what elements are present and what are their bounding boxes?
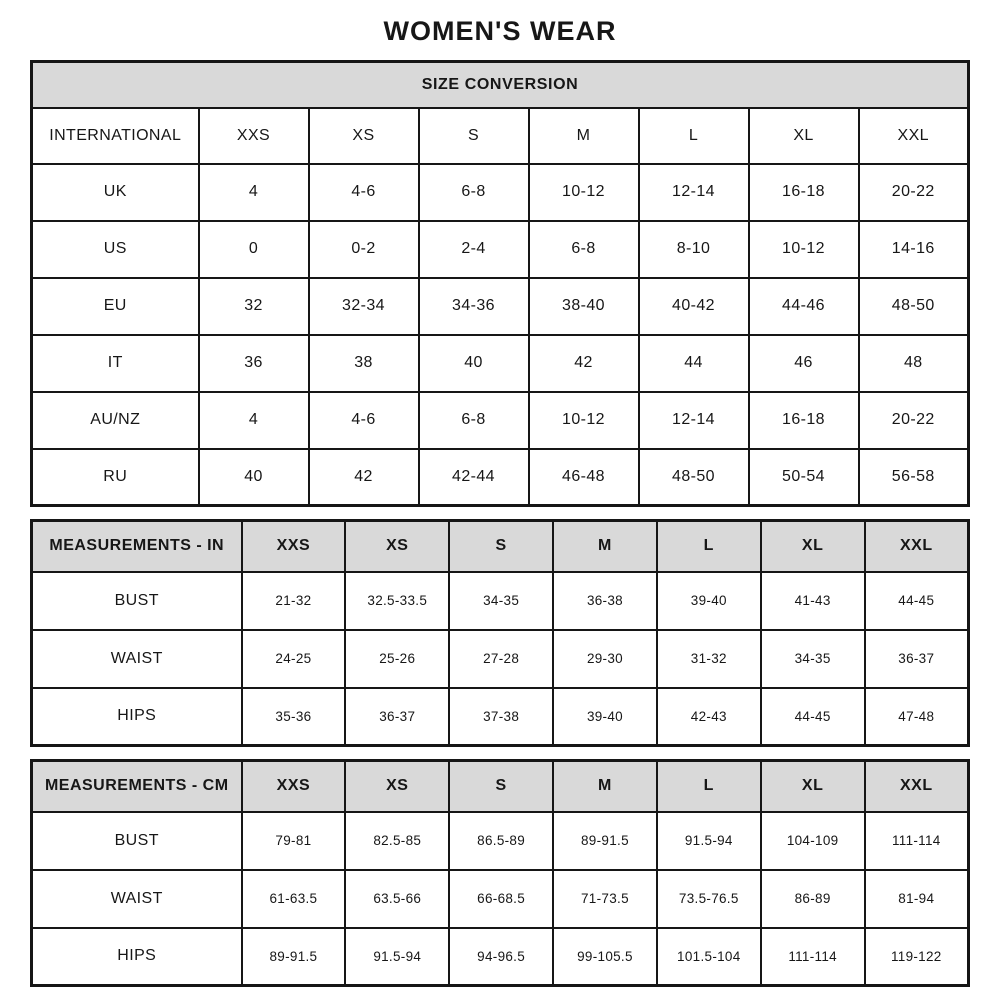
value-cell: 50-54: [749, 449, 859, 506]
value-cell: 6-8: [419, 164, 529, 221]
table-row: [32, 928, 969, 986]
value-cell: 44: [639, 335, 749, 392]
value-cell: 66-68.5: [449, 870, 553, 928]
value-cell: 81-94: [865, 870, 969, 928]
table-row: [32, 392, 969, 449]
value-cell: 4: [199, 392, 309, 449]
value-cell: 94-96.5: [449, 928, 553, 986]
value-cell: 6-8: [529, 221, 639, 278]
column-header-row: [32, 108, 969, 164]
value-cell: 46-48: [529, 449, 639, 506]
value-cell: 32: [199, 278, 309, 335]
value-cell: 89-91.5: [242, 928, 346, 986]
value-cell: 42: [529, 335, 639, 392]
value-cell: 38: [309, 335, 419, 392]
value-cell: 6-8: [419, 392, 529, 449]
row-label-cell: WAIST: [32, 630, 242, 688]
value-cell: 111-114: [761, 928, 865, 986]
value-cell: 41-43: [761, 572, 865, 630]
column-header-cell: XXS: [242, 521, 346, 572]
column-header-row: [32, 521, 969, 572]
column-header-cell: XL: [749, 108, 859, 164]
column-header-cell: XS: [345, 761, 449, 812]
value-cell: 44-46: [749, 278, 859, 335]
value-cell: 71-73.5: [553, 870, 657, 928]
table-row: [32, 688, 969, 746]
value-cell: 39-40: [553, 688, 657, 746]
column-header-cell: M: [553, 521, 657, 572]
value-cell: 12-14: [639, 392, 749, 449]
row-label-cell: HIPS: [32, 928, 242, 986]
value-cell: 10-12: [749, 221, 859, 278]
value-cell: 34-35: [449, 572, 553, 630]
value-cell: 4-6: [309, 392, 419, 449]
value-cell: 40: [199, 449, 309, 506]
row-label-cell: HIPS: [32, 688, 242, 746]
value-cell: 48-50: [859, 278, 969, 335]
size-conversion-title: SIZE CONVERSION: [32, 62, 969, 108]
value-cell: 82.5-85: [345, 812, 449, 870]
row-label-cell: IT: [32, 335, 199, 392]
column-header-cell: L: [639, 108, 749, 164]
value-cell: 42-44: [419, 449, 529, 506]
table-row: [32, 164, 969, 221]
value-cell: 86-89: [761, 870, 865, 928]
value-cell: 89-91.5: [553, 812, 657, 870]
value-cell: 16-18: [749, 392, 859, 449]
value-cell: 34-36: [419, 278, 529, 335]
value-cell: 20-22: [859, 164, 969, 221]
measurements-cm-table: [30, 759, 970, 987]
table-row: [32, 62, 969, 108]
size-conversion-table: [30, 60, 970, 507]
value-cell: 63.5-66: [345, 870, 449, 928]
column-header-cell: XXS: [242, 761, 346, 812]
table-row: [32, 870, 969, 928]
value-cell: 44-45: [865, 572, 969, 630]
value-cell: 36: [199, 335, 309, 392]
column-header-cell: XXL: [859, 108, 969, 164]
value-cell: 39-40: [657, 572, 761, 630]
column-header-cell: XXL: [865, 521, 969, 572]
value-cell: 4: [199, 164, 309, 221]
column-header-cell: L: [657, 521, 761, 572]
table-row: [32, 572, 969, 630]
column-header-cell: XS: [309, 108, 419, 164]
value-cell: 56-58: [859, 449, 969, 506]
table-row: [32, 449, 969, 506]
column-header-cell: XXL: [865, 761, 969, 812]
column-header-cell: MEASUREMENTS - CM: [32, 761, 242, 812]
value-cell: 119-122: [865, 928, 969, 986]
column-header-cell: XXS: [199, 108, 309, 164]
row-label-cell: AU/NZ: [32, 392, 199, 449]
value-cell: 101.5-104: [657, 928, 761, 986]
value-cell: 2-4: [419, 221, 529, 278]
value-cell: 8-10: [639, 221, 749, 278]
column-header-cell: MEASUREMENTS - IN: [32, 521, 242, 572]
value-cell: 99-105.5: [553, 928, 657, 986]
row-label-cell: EU: [32, 278, 199, 335]
value-cell: 79-81: [242, 812, 346, 870]
value-cell: 20-22: [859, 392, 969, 449]
column-header-row: [32, 761, 969, 812]
value-cell: 91.5-94: [345, 928, 449, 986]
value-cell: 29-30: [553, 630, 657, 688]
value-cell: 42-43: [657, 688, 761, 746]
column-header-cell: S: [449, 761, 553, 812]
value-cell: 38-40: [529, 278, 639, 335]
column-header-cell: XL: [761, 521, 865, 572]
value-cell: 104-109: [761, 812, 865, 870]
value-cell: 25-26: [345, 630, 449, 688]
value-cell: 35-36: [242, 688, 346, 746]
value-cell: 44-45: [761, 688, 865, 746]
value-cell: 14-16: [859, 221, 969, 278]
column-header-cell: S: [419, 108, 529, 164]
row-label-cell: RU: [32, 449, 199, 506]
value-cell: 32-34: [309, 278, 419, 335]
value-cell: 0-2: [309, 221, 419, 278]
value-cell: 40-42: [639, 278, 749, 335]
column-header-cell: M: [553, 761, 657, 812]
value-cell: 12-14: [639, 164, 749, 221]
value-cell: 0: [199, 221, 309, 278]
value-cell: 16-18: [749, 164, 859, 221]
table-row: [32, 278, 969, 335]
row-label-cell: WAIST: [32, 870, 242, 928]
value-cell: 47-48: [865, 688, 969, 746]
value-cell: 61-63.5: [242, 870, 346, 928]
column-header-cell: XS: [345, 521, 449, 572]
column-header-cell: INTERNATIONAL: [32, 108, 199, 164]
value-cell: 37-38: [449, 688, 553, 746]
column-header-cell: XL: [761, 761, 865, 812]
table-row: [32, 812, 969, 870]
value-cell: 42: [309, 449, 419, 506]
value-cell: 27-28: [449, 630, 553, 688]
value-cell: 32.5-33.5: [345, 572, 449, 630]
value-cell: 10-12: [529, 164, 639, 221]
value-cell: 73.5-76.5: [657, 870, 761, 928]
value-cell: 36-37: [345, 688, 449, 746]
value-cell: 40: [419, 335, 529, 392]
value-cell: 21-32: [242, 572, 346, 630]
page-title: WOMEN'S WEAR: [383, 16, 617, 46]
value-cell: 31-32: [657, 630, 761, 688]
value-cell: 36-37: [865, 630, 969, 688]
table-row: [32, 335, 969, 392]
value-cell: 34-35: [761, 630, 865, 688]
measurements-in-table: [30, 519, 970, 747]
value-cell: 4-6: [309, 164, 419, 221]
row-label-cell: BUST: [32, 572, 242, 630]
value-cell: 10-12: [529, 392, 639, 449]
value-cell: 86.5-89: [449, 812, 553, 870]
value-cell: 111-114: [865, 812, 969, 870]
column-header-cell: M: [529, 108, 639, 164]
column-header-cell: L: [657, 761, 761, 812]
value-cell: 46: [749, 335, 859, 392]
table-row: [32, 221, 969, 278]
table-row: [32, 630, 969, 688]
column-header-cell: S: [449, 521, 553, 572]
value-cell: 48: [859, 335, 969, 392]
value-cell: 48-50: [639, 449, 749, 506]
value-cell: 91.5-94: [657, 812, 761, 870]
value-cell: 36-38: [553, 572, 657, 630]
row-label-cell: BUST: [32, 812, 242, 870]
value-cell: 24-25: [242, 630, 346, 688]
row-label-cell: UK: [32, 164, 199, 221]
row-label-cell: US: [32, 221, 199, 278]
